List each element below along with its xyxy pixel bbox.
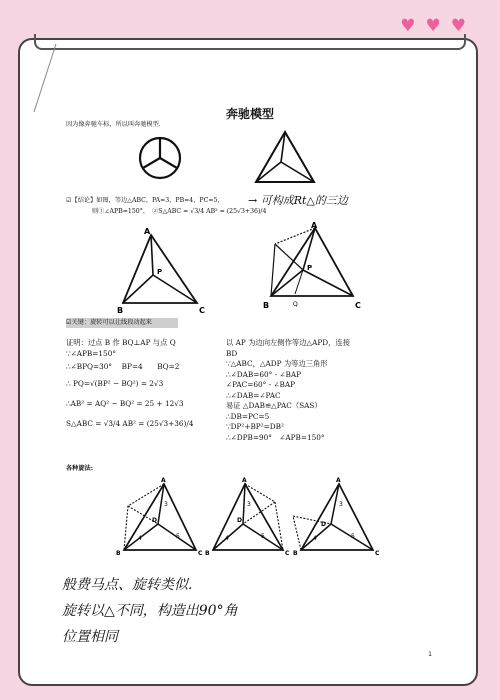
vertex-label-C: C: [198, 550, 203, 556]
heart-icon: ♥: [425, 16, 441, 36]
proof-left: [66, 338, 236, 429]
proof-right-line: 以 AP 为边向左侧作等边△APD，连接: [226, 338, 351, 347]
handwritten-line: 般费马点、旋转类似.: [62, 577, 193, 593]
key-point: ☑关键：旋转可以让线段动起来: [66, 319, 152, 326]
vertex-label-B: B: [205, 550, 210, 556]
segment-label-5: 5: [261, 533, 265, 540]
small-triangle-figure: [250, 128, 320, 186]
proof-right-line: 易证 △DAB≌△PAC（SAS）: [226, 401, 322, 410]
proof-right-line: ∵DP²+BP²=DB²: [226, 422, 284, 431]
vertex-label-A: A: [144, 227, 151, 236]
decorative-hearts: [400, 18, 466, 35]
vertex-label-D: D: [321, 521, 326, 528]
vertex-label-P: P: [157, 268, 163, 276]
conclusion-line-2: 则①∠APB=150°， ②S△ABC = √3/4 AB² = (25√3+36)/4: [92, 208, 267, 215]
rotation-method-figure-2: [203, 476, 298, 556]
vertex-label-C: C: [355, 301, 361, 310]
vertex-label-D: D: [152, 517, 157, 524]
main-triangle-figure: [115, 225, 210, 315]
proof-right-line: ∵△ABC，△ADP 为等边三角形: [226, 359, 328, 368]
proof-right-line: ∴∠DAB=60° - ∠BAP: [226, 369, 302, 379]
vertex-label-D: D: [237, 517, 242, 524]
vertex-label-B: B: [117, 306, 124, 315]
vertex-label-C: C: [375, 550, 380, 556]
vertex-label-A: A: [242, 477, 247, 484]
vertex-label-B: B: [263, 301, 270, 310]
proof-right-line: ∴∠DAB=∠PAC: [226, 390, 281, 400]
mercedes-logo-icon: [135, 133, 185, 183]
handwritten-line: 旋转以△不同，构造出90°角: [62, 603, 238, 619]
page-number: 1: [428, 651, 432, 658]
vertex-label-B: B: [116, 550, 121, 556]
rotation-method-figure-3: [287, 476, 385, 556]
vertex-label-C: C: [199, 306, 205, 315]
vertex-label-C: C: [285, 550, 290, 556]
handwritten-notes: [62, 572, 422, 650]
proof-left-line: S△ABC = √3/4 AB² = (25√3+36)/4: [66, 418, 194, 428]
proof-left-line: ∴ PQ=√(BP² − BQ²) = 2√3: [66, 378, 164, 388]
vertex-label-A: A: [161, 477, 166, 484]
vertex-label-A: A: [311, 222, 318, 230]
card-top-border: [34, 34, 466, 50]
vertex-label-B: B: [293, 550, 298, 556]
segment-label-5: 5: [351, 533, 355, 540]
proof-left-line: 证明：过点 B 作 BQ⊥AP 与点 Q: [66, 338, 176, 347]
proof-right: [226, 338, 426, 443]
segment-label-4: 4: [138, 535, 142, 542]
methods-heading: 各种旋法:: [66, 465, 94, 472]
heart-icon: ♥: [450, 16, 466, 36]
proof-left-line: ∵∠APB=150°: [66, 348, 116, 358]
handwritten-conclusion-note: → 可构成Rt△的三边: [248, 194, 348, 207]
vertex-label-A: A: [336, 477, 341, 484]
vertex-label-Q: Q: [293, 301, 298, 308]
segment-label-4: 4: [313, 535, 317, 542]
segment-label-3: 3: [164, 501, 168, 508]
proof-left-line: ∴∠BPQ=30° BP=4 BQ=2: [66, 362, 180, 371]
heart-icon: ♥: [400, 16, 416, 36]
proof-right-line: ∴∠DPB=90° ∠APB=150°: [226, 432, 325, 442]
segment-label-5: 5: [176, 533, 180, 540]
proof-right-line: ∴DB=PC=5: [226, 411, 270, 421]
handwritten-line: 位置相同: [62, 629, 118, 645]
segment-label-3: 3: [247, 501, 251, 508]
proof-right-line: BD: [226, 348, 238, 358]
conclusion-line-1: ☑【结论】如图，等边△ABC，PA=3，PB=4，PC=5，: [66, 197, 224, 204]
proof-right-line: ∠PAC=60° - ∠BAP: [226, 380, 296, 389]
proof-left-line: ∴AB² = AQ² − BQ² = 25 + 12√3: [66, 399, 184, 408]
rotation-method-figure-1: [112, 476, 207, 556]
segment-label-4: 4: [225, 535, 229, 542]
segment-label-3: 3: [339, 501, 343, 508]
intro-text: 因为像奔驰车标，所以叫奔驰模型．: [66, 121, 165, 128]
page-title: 奔驰模型: [225, 107, 274, 121]
vertex-label-P: P: [307, 264, 313, 272]
rotation-triangle-figure: [255, 222, 365, 314]
